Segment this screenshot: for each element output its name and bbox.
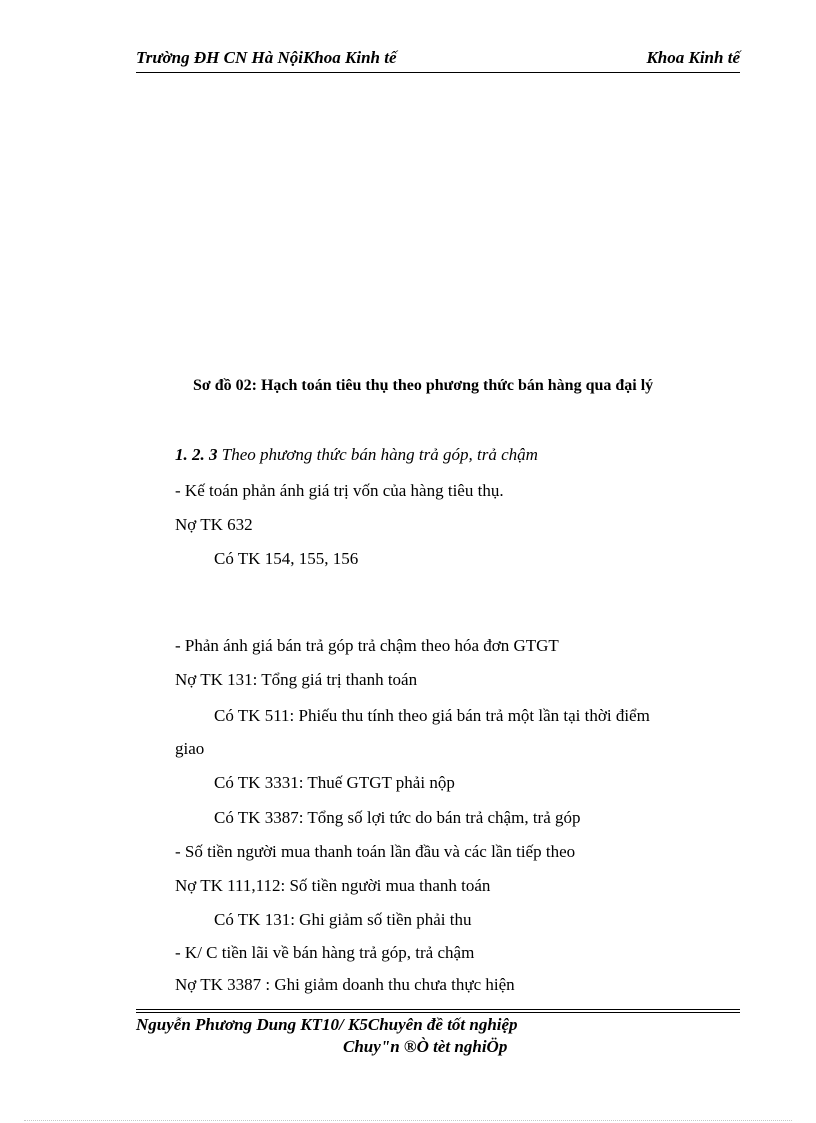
text-line: Có TK 131: Ghi giảm số tiền phải thu — [214, 910, 472, 929]
text-line: Có TK 511: Phiếu thu tính theo giá bán trả một lần tại thời điểm — [214, 706, 650, 725]
text-line: giao — [175, 739, 205, 758]
section-number: 1. 2. 3 — [175, 445, 218, 464]
text-line: Nợ TK 131: Tổng giá trị thanh toán — [175, 670, 418, 689]
text-line: Có TK 3331: Thuế GTGT phải nộp — [214, 773, 455, 792]
text-line: - Kế toán phản ánh giá trị vốn của hàng tiêu thụ. — [175, 481, 504, 500]
page-edge-divider — [24, 1120, 792, 1121]
footer-title: Chuy"n ®Ò tèt nghiÖp — [343, 1037, 508, 1056]
footer-rule — [136, 1009, 740, 1010]
page-header — [136, 48, 740, 72]
text-line: Nợ TK 111,112: Số tiền người mua thanh toán — [175, 876, 491, 895]
text-line: - Phản ánh giá bán trả góp trả chậm theo hóa đơn GTGT — [175, 636, 559, 655]
text-line: Có TK 3387: Tổng số lợi tức do bán trả chậm, trả góp — [214, 808, 581, 827]
section-heading — [175, 445, 538, 465]
text-line: - K/ C tiền lãi về bán hàng trả góp, trả chậm — [175, 943, 475, 962]
text-line: Nợ TK 3387 : Ghi giảm doanh thu chưa thực hiện — [175, 975, 515, 994]
text-line: Nợ TK 632 — [175, 515, 253, 534]
header-right-text: Khoa Kinh tế — [646, 48, 740, 67]
footer-rule — [136, 1012, 740, 1013]
diagram-caption: Sơ đồ 02: Hạch toán tiêu thụ theo phương thức bán hàng qua đại lý — [193, 377, 654, 394]
text-line: - Số tiền người mua thanh toán lần đầu và các lần tiếp theo — [175, 842, 576, 861]
section-title: Theo phương thức bán hàng trả góp, trả chậm — [221, 445, 538, 464]
header-rule — [136, 72, 740, 73]
text-line: Có TK 154, 155, 156 — [214, 549, 359, 568]
header-left-text: Trường ĐH CN Hà NộiKhoa Kinh tế — [136, 48, 397, 67]
footer-author: Nguyễn Phương Dung KT10/ K5Chuyên đề tốt nghiệp — [136, 1015, 518, 1034]
